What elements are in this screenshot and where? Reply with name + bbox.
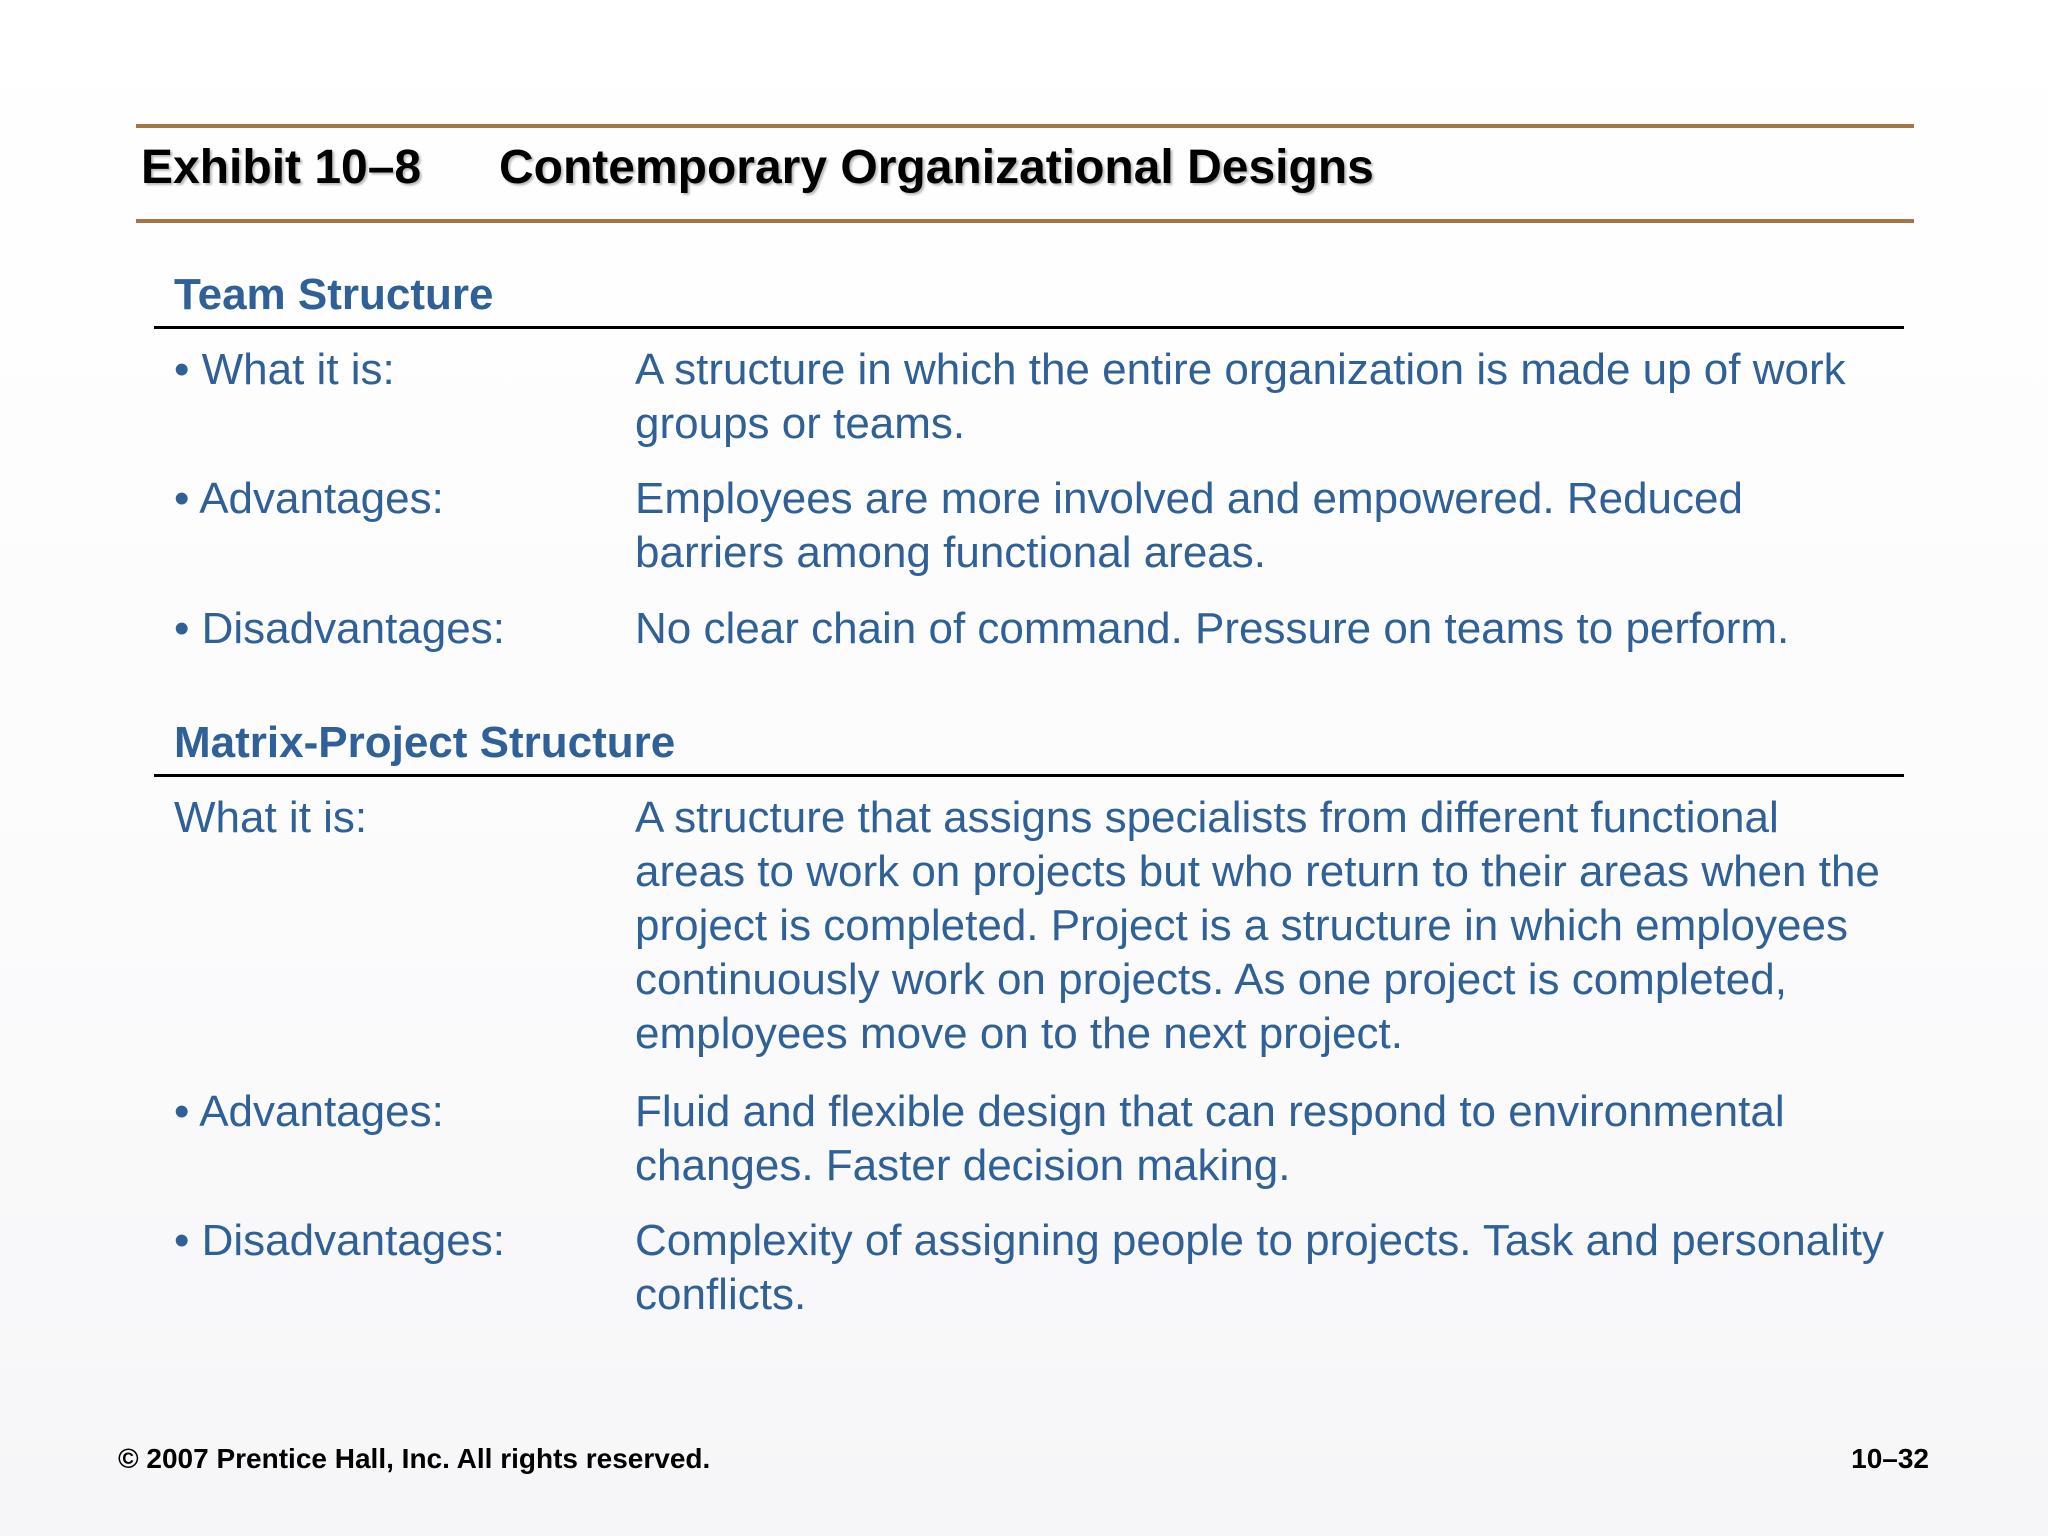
exhibit-title: Contemporary Organizational Designs xyxy=(499,141,1374,194)
matrix-what-text: A structure that assigns specialists from different functional areas to work on projects but who return to their areas when the project is completed. Project is a structure in which employees continuously work on projects. As one project is completed, employees move on to the next project. xyxy=(635,793,1880,1058)
matrix-disadvantages-text: Complexity of assigning people to projects. Task and personality conflicts. xyxy=(635,1216,1884,1319)
team-advantages-text: Employees are more involved and empowered. Reduced barriers among functional areas. xyxy=(635,474,1743,577)
section-rule-matrix-project-structure xyxy=(154,774,1904,777)
matrix-what-label: What it is: xyxy=(174,793,368,842)
section-heading-team-structure: Team Structure xyxy=(174,270,494,319)
team-disadvantages-label: • Disadvantages: xyxy=(174,604,505,653)
matrix-advantages-label: • Advantages: xyxy=(174,1087,444,1136)
title-rule-top xyxy=(136,124,1914,128)
exhibit-number: Exhibit 10–8 xyxy=(141,141,422,194)
page-number: 10–32 xyxy=(1851,1443,1929,1474)
section-rule-team-structure xyxy=(154,326,1904,329)
section-heading-matrix-project-structure: Matrix-Project Structure xyxy=(174,718,676,767)
matrix-disadvantages-label: • Disadvantages: xyxy=(174,1216,505,1265)
team-advantages-label: • Advantages: xyxy=(174,474,444,523)
copyright-notice: © 2007 Prentice Hall, Inc. All rights reserved. xyxy=(118,1443,711,1474)
page-title xyxy=(141,140,1374,195)
team-disadvantages-text: No clear chain of command. Pressure on teams to perform. xyxy=(635,604,1790,653)
title-rule-bottom xyxy=(136,219,1914,223)
matrix-advantages-text: Fluid and flexible design that can respond to environmental changes. Faster decision making. xyxy=(635,1087,1785,1190)
team-what-text: A structure in which the entire organization is made up of work groups or teams. xyxy=(635,345,1846,448)
team-what-label: • What it is: xyxy=(174,345,395,394)
